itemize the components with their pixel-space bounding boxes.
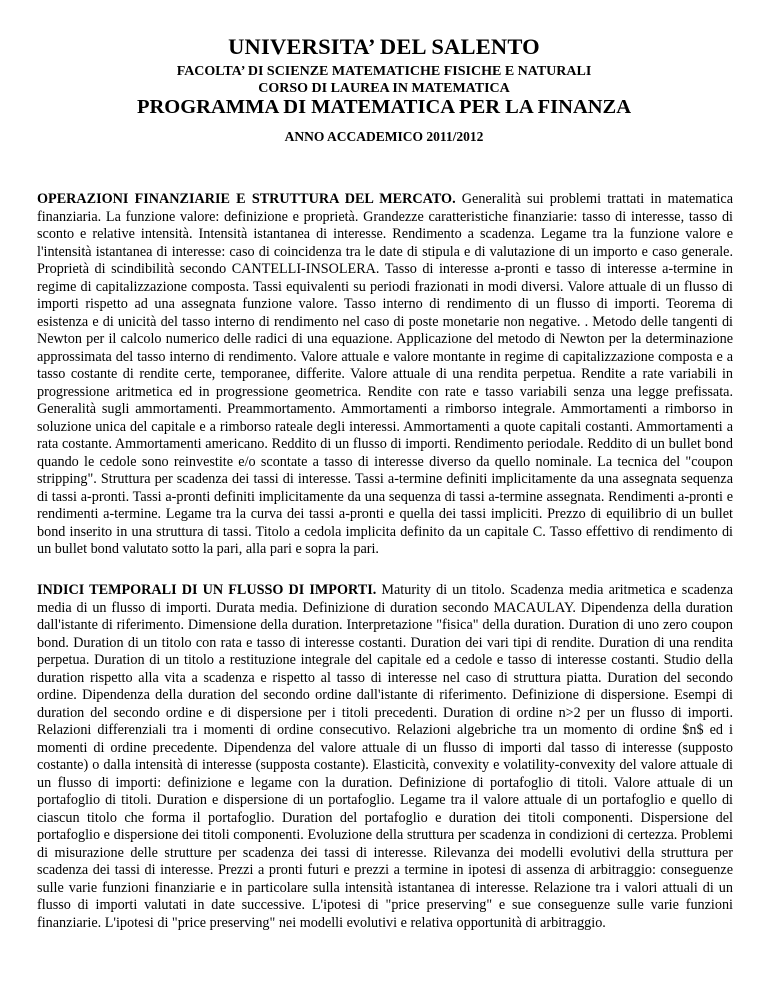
section-heading: OPERAZIONI FINANZIARIE E STRUTTURA DEL MERCATO.	[37, 191, 456, 208]
section-body: Maturity di un titolo. Scadenza media aritmetica e scadenza media di un flusso di importi. Durata media. Definizione di duration secondo MACAULAY. Dipendenza della duration dall'istante di riferimento. Dimensione della duration. Interpretazione "fisica" della duration. Duration di uno zero coupon bond. Duration di un titolo con rata e tasso di interesse costanti. Duration dei vari tipi di rendite. Duration di una rendita perpetua. Duration di un titolo a restituzione integrale del capitale ed a cedole e tasso di interesse costanti. Studio della duration rispetto alla vita a scadenza e rispetto al tasso di interesse nel caso di struttura piatta. Duration del secondo ordine. Dipendenza della duration del secondo ordine dall'istante di riferimento. Definizione di dispersione. Esempi di duration del secondo ordine e di dispersione per i titoli precedenti. Duration di ordine n>2 per un flusso di importi. Relazioni differenziali tra i momenti di ordine consecutivo. Relazioni algebriche tra un momento di ordine $n$ ed i momenti di ordine precedente. Dipendenza del valore attuale di un flusso di importi dal tasso di interesse (supposto costante) o dalla intensità di interesse (supposta costante). Elasticità, convexity e volatility-convexity del valore attuale di un flusso di importi: definizione e legame con la duration. Definizione di portafoglio di titoli. Valore attuale di un portafoglio di titoli. Duration e dispersione di un portafoglio. Legame tra il valore attuale di un portafoglio e quello di ciascun titolo che forma il portafoglio. Duration del portafoglio e duration dei titoli componenti. Dispersione del portafoglio e dispersione dei titoli componenti. Evoluzione della struttura per scadenza in condizioni di certezza. Problemi di misurazione delle strutture per scadenza dei tassi di interesse. Rilevanza dei modelli evolutivi della struttura per scadenza dei tassi di interesse. Prezzi a pronti futuri e prezzi a termine in ipotesi di assenza di arbitraggio: conseguenze sulle varie funzioni finanziarie e in particolare sulla intensità istantanea di interesse. Relazione tra i valori attuali di un flusso di importi valutati in date successive. L'ipotesi di "price preserving" e sue conseguenze sulle varie funzioni finanziarie. L'ipotesi di "price preserving" nei modelli evolutivi e relativa opportunità di arbitraggio.	[37, 582, 733, 931]
university-title: UNIVERSITA’ DEL SALENTO	[228, 34, 540, 59]
academic-year: ANNO ACCADEMICO 2011/2012	[284, 129, 484, 144]
faculty-name: FACOLTA’ DI SCIENZE MATEMATICHE FISICHE E NATURALI	[176, 64, 592, 79]
section-heading: INDICI TEMPORALI DI UN FLUSSO DI IMPORTI.	[37, 582, 377, 599]
section-temporal-indices	[37, 582, 733, 932]
program-title: PROGRAMMA DI MATEMATICA PER LA FINANZA	[136, 96, 632, 118]
section-financial-operations	[37, 191, 733, 559]
section-body: Generalità sui problemi trattati in matematica finanziaria. La funzione valore: definizione e proprietà. Grandezze caratteristiche finanziarie: tasso di interesse, tasso di sconto e relative intensità. Intensità istantanea di interesse. Rendimento a scadenza. Legame tra la funzione valore e l'intensità istantanea di interesse: caso di coincidenza tra le date di stipula e di valutazione di un importo e caso generale. Proprietà di scindibilità secondo CANTELLI-INSOLERA. Tasso di interesse a-pronti e tasso di interesse a-termine in regime di capitalizzazione composta. Tassi equivalenti su periodi frazionati in modi diversi. Valore attuale di un flusso di importi rispetto ad una assegnata funzione valore. Tasso interno di rendimento di un flusso di importi. Teorema di esistenza e di unicità del tasso interno di rendimento nel caso di poste monetarie non negative. . Metodo delle tangenti di Newton per il calcolo numerico delle radici di una equazione. Applicazione del metodo di Newton per la determinazione approssimata del tasso interno di rendimento. Valore attuale e valore montante in regime di capitalizzazione composta e a tasso costante di rendite certe, temporanee, differite. Valore attuale di una rendita perpetua. Rendite a rate variabili in progressione aritmetica ed in progressione geometrica. Rendite con rate e tasso variabili senza una legge prefissata. Generalità sugli ammortamenti. Preammortamento. Ammortamenti a rimborso integrale. Ammortamenti a rimborso in soluzione unica del capitale e a rimborso rateale degli interessi. Ammortamenti a quote capitali costanti. Ammortamenti a rata costante. Ammortamenti americano. Reddito di un flusso di importi. Rendimento periodale. Reddito di un bullet bond quando le cedole sono reinvestite e/o scontate a tasso di interesse diverso da quello nominale. La tecnica del "coupon stripping". Struttura per scadenza dei tassi di interesse. Tassi a-termine definiti implicitamente da una assegnata sequenza di tassi a-pronti. Tassi a-pronti definiti implicitamente da una sequenza di tassi a-termine assegnata. Rendimenti a-pronti e rendimenti a-termine. Legame tra la curva dei tassi a-pronti e quella dei tassi impliciti. Prezzo di equilibrio di un bullet bond inserito in una struttura di tassi. Titolo a cedola implicita definito da un capitale C. Tasso effettivo di rendimento di un bullet bond valutato sotto la pari, alla pari e sopra la pari.	[37, 191, 733, 558]
course-name: CORSO DI LAUREA IN MATEMATICA	[258, 81, 510, 96]
